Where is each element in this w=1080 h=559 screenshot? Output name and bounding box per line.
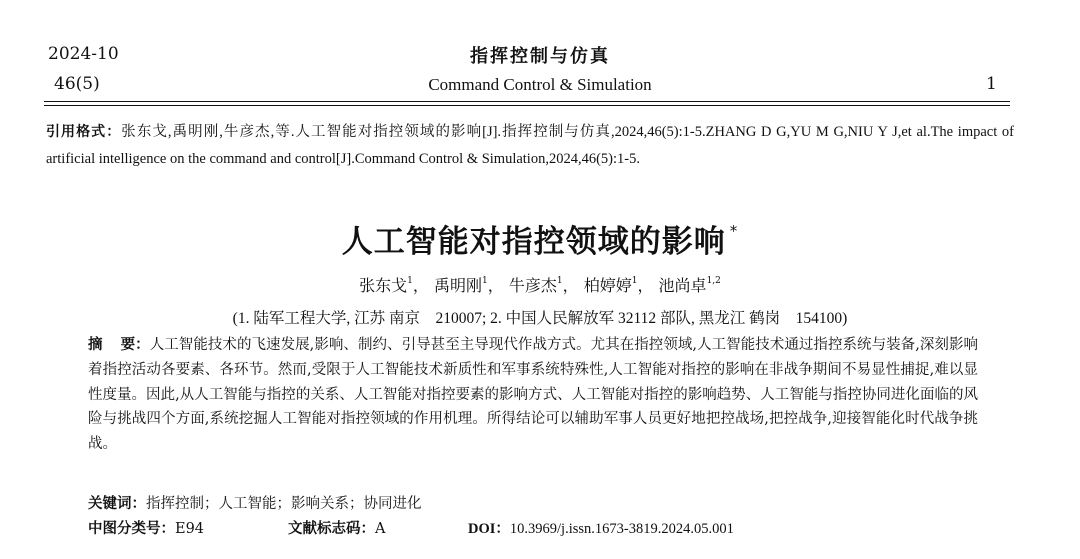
- abstract-text: 人工智能技术的飞速发展,影响、制约、引导甚至主导现代作战方式。尤其在指控领域,人工智能技术通过指控系统与装备,深刻影响着指控活动各要素、各环节。然而,受限于人工智能技术新质性和军事系统特殊性,人工智能对指控的影响在非战争期间不易显性捕捉,难以显性度量。因此,从人工智能与指控的关系、人工智能对指控要素的影响方式、人工智能对指控的影响趋势、人工智能与指控协同进化面临的风险与挑战四个方面,系统挖掘人工智能对指控领域的作用机理。所得结论可以辅助军事人员更好地把控战场,把控战争,迎接智能化时代战争挑战。: [88, 337, 979, 453]
- classification-label: 中图分类号：: [88, 521, 175, 537]
- affiliations: (1. 陆军工程大学, 江苏 南京 210007; 2. 中国人民解放军 32112 部队, 黑龙江 鹤岗 154100): [232, 310, 848, 327]
- document-code-value: A: [375, 521, 386, 537]
- author-affil-mark: 1: [481, 276, 488, 286]
- doi-value: 10.3969/j.issn.1673-3819.2024.05.001: [509, 521, 734, 537]
- abstract-label: [88, 337, 150, 353]
- doi: [468, 517, 734, 538]
- author-affil-mark: 1: [631, 276, 638, 286]
- author-separator: ，: [487, 276, 504, 295]
- abstract-label-b: 要：: [120, 337, 150, 353]
- journal-title-en: Command Control & Simulation: [428, 75, 652, 94]
- issue-date: 2024-10: [48, 44, 119, 64]
- document-code-label: 文献标志码：: [288, 521, 375, 537]
- page-number: 1: [986, 74, 997, 94]
- author-list: [0, 273, 1080, 296]
- author-separator: ，: [412, 276, 429, 295]
- keywords-line: [88, 492, 422, 513]
- author-affil-mark: 1: [407, 276, 413, 286]
- keywords-text: 指挥控制；人工智能；影响关系；协同进化: [146, 496, 422, 512]
- author-separator: ，: [637, 276, 654, 295]
- header-rule-thin: [44, 105, 1010, 106]
- journal-title-cn: 指挥控制与仿真: [470, 46, 610, 67]
- citation-block: [46, 119, 1014, 173]
- author-name: 禹明刚: [433, 276, 482, 295]
- author-name: 池尚卓: [658, 276, 707, 295]
- citation-text: 张东戈,禹明刚,牛彦杰,等.人工智能对指控领域的影响[J].指挥控制与仿真,2024,46(5):1-5.ZHANG D G,YU M G,NIU Y J,et al.The impact of artificial intelligence on the command and control[J].Command Control & Simulation,2024,46(5):1-5.: [46, 124, 1015, 167]
- doi-label: DOI：: [468, 521, 510, 537]
- author-affil-mark: 1: [556, 276, 563, 286]
- document-code: [288, 517, 385, 538]
- classification-value: E94: [175, 521, 205, 537]
- author-separator: ，: [562, 276, 579, 295]
- paper-title-text: 人工智能对指控领域的影响: [341, 224, 726, 260]
- header-rule-thick: [44, 101, 1010, 102]
- title-footnote-mark: *: [729, 222, 739, 240]
- author-name: 柏婷婷: [583, 276, 632, 295]
- abstract-block: [88, 333, 978, 457]
- author-affil-mark: 1,2: [706, 276, 721, 286]
- citation-label: 引用格式：: [46, 124, 122, 140]
- author-name: 张东戈: [359, 276, 408, 295]
- paper-title: [0, 216, 1080, 261]
- keywords-label: 关键词：: [88, 496, 146, 512]
- classification-number: [88, 517, 204, 538]
- author-name: 牛彦杰: [508, 276, 557, 295]
- volume-issue: 46(5): [54, 74, 100, 94]
- abstract-label-a: 摘: [88, 337, 103, 353]
